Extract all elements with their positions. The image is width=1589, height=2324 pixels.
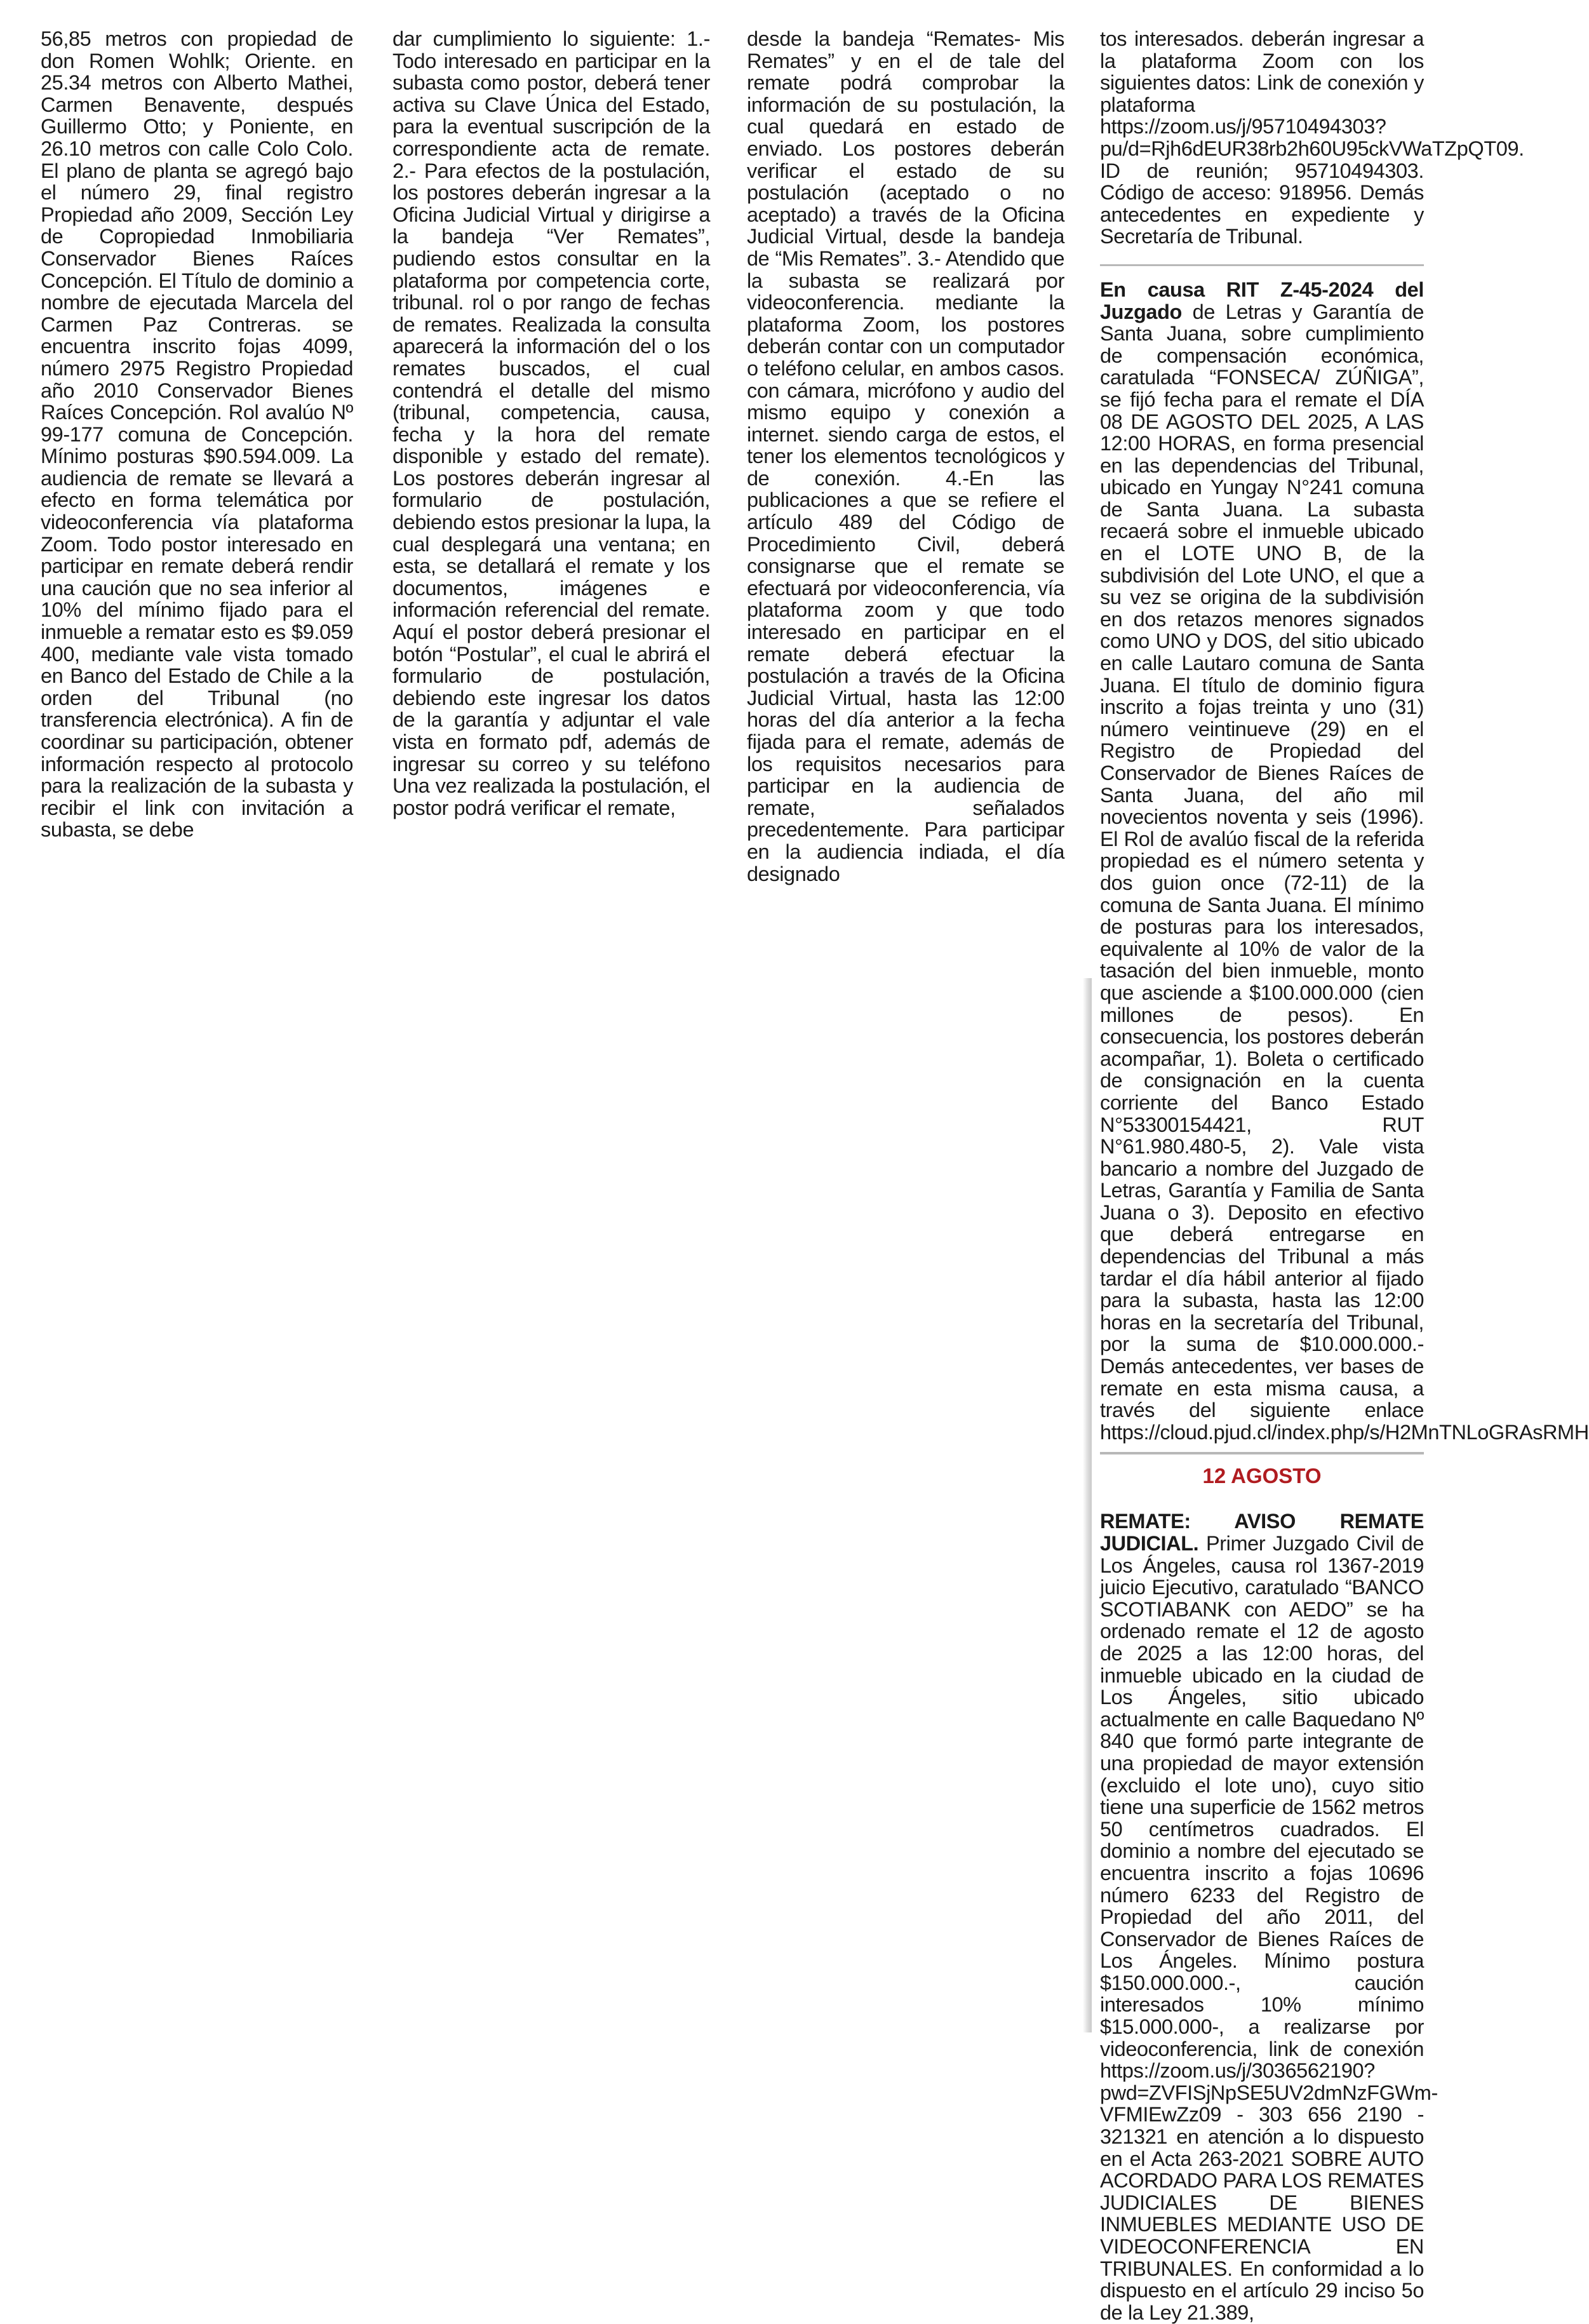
notice-remate-judicial bbox=[1100, 1510, 1438, 2324]
column-3 bbox=[747, 28, 1064, 885]
notice-heading: En causa RIT Z-45-2024 del Juzgado bbox=[1100, 278, 1424, 323]
notice-text: tos interesados. deberán ingresar a la plataforma Zoom con los siguientes datos: Link de conexión y plataforma https://zoom.us/j/95710494303?pu/d=Rjh6dEUR38rb2h60U95ckVWaTZpQT09. ID de reunión; 95710494303. Código de acceso: 918956. Demás antecedentes en expediente y Secretaría de Tribunal. bbox=[1100, 27, 1524, 248]
column-fold-shadow bbox=[1083, 978, 1092, 2032]
notice-divider bbox=[1100, 264, 1424, 266]
notice-text: desde la bandeja “Remates- Mis Remates” y en el de tale del remate podrá comprobar la información de su postulación, la cual quedará en estado de enviado. Los postores deberán verificar el estado de su postulación (aceptado o no aceptado) a través de la Oficina Judicial Virtual, desde la bandeja de “Mis Remates”. 3.- Atendido que la subasta se realizará por videoconferencia. mediante la plataforma Zoom, los postores deberán contar con un computador o teléfono celular, en ambos casos. con cámara, micrófono y audio del mismo equipo y conexión a internet. siendo carga de estos, el tener los elementos tecnológicos y de conexión. 4.-En las publicaciones a que se refiere el artículo 489 del Código de Procedimiento Civil, deberá consignarse que el remate se efectuará por videoconferencia, vía plataforma zoom y que todo interesado en participar en el remate deberá efectuar la postulación a través de la Oficina Judicial Virtual, hasta las 12:00 horas del día anterior a la fecha fijada para el remate, además de los requisitos necesarios para participar en la audiencia de remate, señalados precedentemente. Para participar en la audiencia indiada, el día designado bbox=[747, 27, 1064, 885]
column-4 bbox=[1100, 27, 1589, 2324]
notice-body: de Letras y Garantía de Santa Juana, sobre cumplimiento de compensación económica, caratulada “FONSECA/ ZÚÑIGA”, se fijó fecha para el remate el DÍA 08 DE AGOSTO DEL 2025, A LAS 12:00 HORAS, en forma presencial en las dependencias del Tribunal, ubicado en Yungay N°241 comuna de Santa Juana. La subasta recaerá sobre el inmueble ubicado en el LOTE UNO B, de la subdivisión del Lote UNO, el que a su vez se origina de la subdivisión en dos retazos menores signados como UNO y DOS, del sitio ubicado en calle Lautaro comuna de Santa Juana. El título de dominio figura inscrito a fojas treinta y uno (31) número veintinueve (29) en el Registro de Propiedad del Conservador de Bienes Raíces de Santa Juana, del año mil novecientos noventa y seis (1996). El Rol de avalúo fiscal de la referida propiedad es el número setenta y dos guion once (72-11) de la comuna de Santa Juana. El mínimo de posturas para los interesados, equivalente al 10% de valor de la tasación del bien inmueble, monto que asciende a $100.000.000 (cien millones de pesos). En consecuencia, los postores deberán acompañar, 1). Boleta o certificado de consignación en la cuenta corriente del Banco Estado N°53300154421, RUT N°61.980.480-5, 2). Vale vista bancario a nombre del Juzgado de Letras, Garantía y Familia de Santa Juana o 3). Deposito en efectivo que deberá entregarse en dependencias del Tribunal a más tardar el día hábil anterior al fijado para la subasta, hasta las 12:00 horas en la secretaría del Tribunal, por la suma de $10.000.000.- Demás antecedentes, ver bases de remate en esta misma causa, a través del siguiente enlace https://cloud.pjud.cl/index.php/s/H2MnTNLoGRAsRMH bbox=[1100, 300, 1589, 1444]
notice-rit-z45 bbox=[1100, 278, 1589, 1444]
notice-text: 56,85 metros con propiedad de don Romen Wohlk; Oriente. en 25.34 metros con Alberto Mathei, Carmen Benavente, después Guillermo Otto; y Poniente, en 26.10 metros con calle Colo Colo. El plano de planta se agregó bajo el número 29, final registro Propiedad año 2009, Sección Ley de Copropiedad Inmobiliaria Conservador Bienes Raíces Concepción. El Título de dominio a nombre de ejecutada Marcela del Carmen Paz Contreras. se encuentra inscrito fojas 4099, número 2975 Registro Propiedad año 2010 Conservador Bienes Raíces Concepción. Rol avalúo Nº 99-177 comuna de Concepción. Mínimo posturas $90.594.009. La audiencia de remate se llevará a efecto en forma telemática por videoconferencia vía plataforma Zoom. Todo postor interesado en participar en remate deberá rendir una caución que no sea inferior al 10% del mínimo fijado para el inmueble a rematar esto es $9.059 400, mediante vale vista tomado en Banco del Estado de Chile a la orden del Tribunal (no transferencia electrónica). A fin de coordinar su participación, obtener información respecto al protocolo para la realización de la subasta y recibir el link con invitación a subasta, se debe bbox=[41, 27, 353, 842]
column-2 bbox=[392, 28, 710, 819]
notice-text: dar cumplimiento lo siguiente: 1.- Todo interesado en participar en la subasta como postor, deberá tener activa su Clave Única del Estado, para la eventual suscripción de la correspondiente acta de remate. 2.- Para efectos de la postulación, los postores deberán ingresar a la Oficina Judicial Virtual y dirigirse a la bandeja “Ver Remates”, pudiendo estos consultar en la plataforma por competencia corte, tribunal. rol o por rango de fechas de remates. Realizada la consulta aparecerá la información del o los remates buscados, el cual contendrá el detalle del mismo (tribunal, competencia, causa, fecha y la hora del remate disponible y estado del remate). Los postores deberán ingresar al formulario de postulación, debiendo estos presionar la lupa, la cual desplegará una ventana; en esta, se detallará el remate y los documentos, imágenes e información referencial del remate. Aquí el postor deberá presionar el botón “Postular”, el cual le abrirá el formulario de postulación, debiendo este ingresar los datos de la garantía y adjuntar el vale vista en formato pdf, además de ingresar su correo y su teléfono Una vez realizada la postulación, el postor podrá verificar el remate, bbox=[392, 27, 710, 819]
section-date-header: 12 AGOSTO bbox=[1100, 1452, 1424, 1488]
notice-body: Primer Juzgado Civil de Los Ángeles, causa rol 1367-2019 juicio Ejecutivo, caratulado “BANCO SCOTIABANK con AEDO” se ha ordenado remate el 12 de agosto de 2025 a las 12:00 horas, del inmueble ubicado en la ciudad de Los Ángeles, sitio ubicado actualmente en calle Baquedano Nº 840 que formó parte integrante de una propiedad de mayor extensión (excluido el lote uno), cuyo sitio tiene una superficie de 1562 metros 50 centímetros cuadrados. El dominio a nombre del ejecutado se encuentra inscrito a fojas 10696 número 6233 del Registro de Propiedad del año 2011, del Conservador de Bienes Raíces de Los Ángeles. Mínimo postura $150.000.000.-, caución interesados 10% mínimo $15.000.000-, a realizarse por videoconferencia, link de conexión https://zoom.us/j/3036562190?pwd=ZVFISjNpSE5UV2dmNzFGWm-VFMIEwZz09 - 303 656 2190 - 321321 en atención a lo dispuesto en el Acta 263-2021 SOBRE AUTO ACORDADO PARA LOS REMATES JUDICIALES DE BIENES INMUEBLES MEDIANTE USO DE VIDEOCONFERENCIA EN TRIBUNALES. En conformidad a lo dispuesto en el artículo 29 inciso 5o de la Ley 21.389, bbox=[1100, 1532, 1438, 2324]
notice-heading: REMATE: AVISO REMATE JUDICIAL. bbox=[1100, 1510, 1424, 1555]
column-1 bbox=[41, 28, 353, 841]
